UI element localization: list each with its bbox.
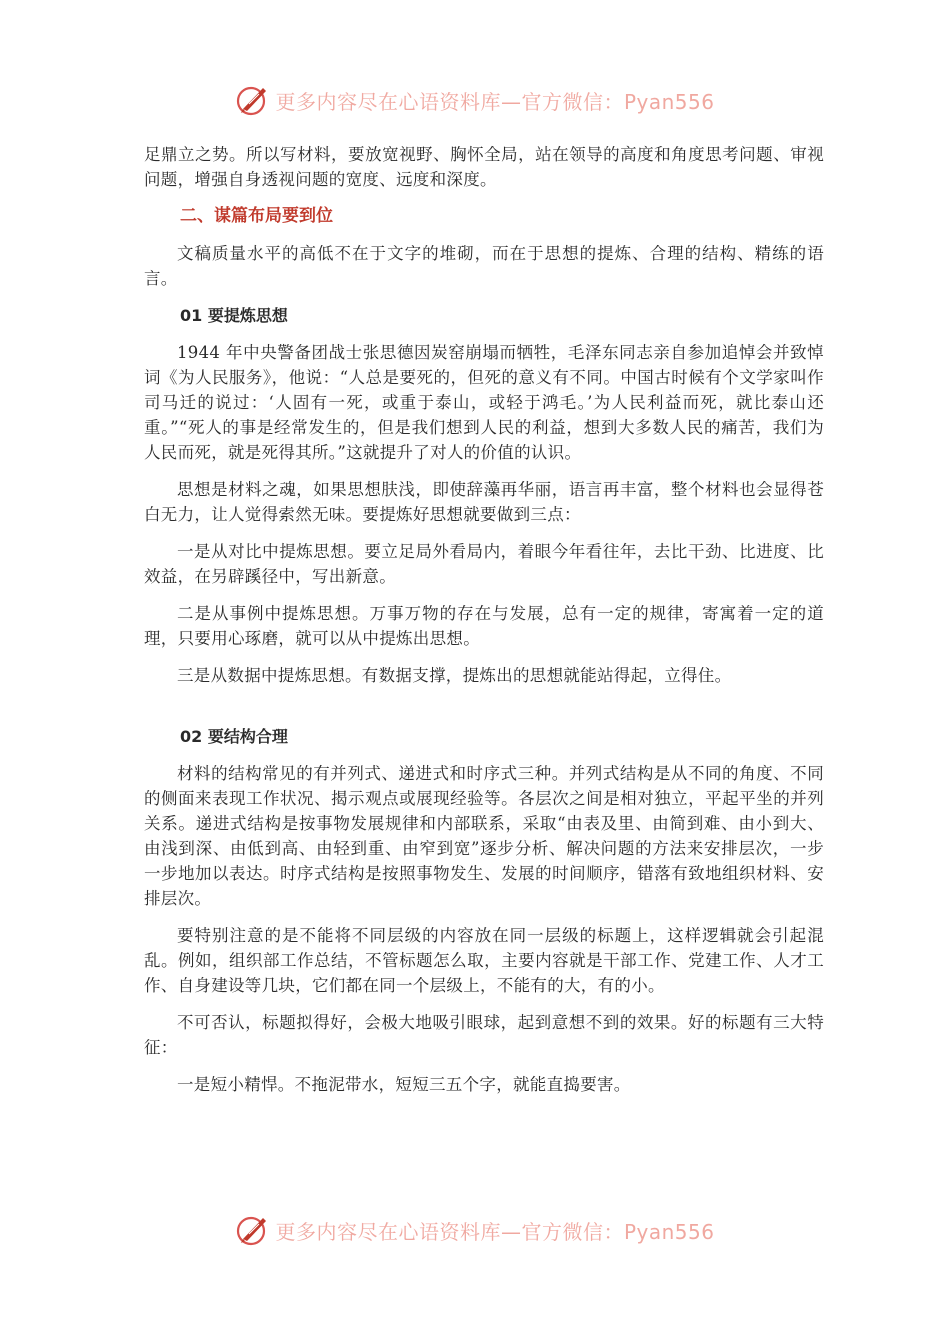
header-banner-text: 更多内容尽在心语资料库—官方微信：Pyan556 <box>275 89 715 114</box>
subsection-heading: 02 要结构合理 <box>180 727 288 746</box>
footer-banner-text: 更多内容尽在心语资料库—官方微信：Pyan556 <box>275 1219 715 1244</box>
quill-pen-logo <box>235 1212 271 1248</box>
paragraph: 1944 年中央警备团战士张思德因炭窑崩塌而牺牲，毛泽东同志亲自参加追悼会并致悼词《为人民服务》，他说：“人总是要死的，但死的意义有不同。中国古时候有个文学家叫作司马迁的说过：‘人固有一死，或重于泰山，或轻于鸿毛。’为人民利益而死，就比泰山还重。”“死人的事是经常发生的，但是我们想到人民的利益，想到大多数人民的痛苦，我们为人民而死，就是死得其所。”这就提升了对人的价值的认识。 <box>144 343 824 462</box>
header-banner <box>0 80 950 120</box>
paragraph: 要特别注意的是不能将不同层级的内容放在同一层级的标题上，这样逻辑就会引起混乱。例如，组织部工作总结，不管标题怎么取，主要内容就是干部工作、党建工作、人才工作、自身建设等几块，它们都在同一个层级上，不能有的大，有的小。 <box>144 926 824 995</box>
paragraph: 三是从数据中提炼思想。有数据支撑，提炼出的思想就能站得起，立得住。 <box>177 666 732 685</box>
paragraph: 思想是材料之魂，如果思想肤浅，即使辞藻再华丽，语言再丰富，整个材料也会显得苍白无力，让人觉得索然无味。要提炼好思想就要做到三点： <box>144 480 824 524</box>
paragraph: 不可否认，标题拟得好，会极大地吸引眼球，起到意想不到的效果。好的标题有三大特征： <box>144 1013 824 1057</box>
paragraph: 材料的结构常见的有并列式、递进式和时序式三种。并列式结构是从不同的角度、不同的侧面来表现工作状况、揭示观点或展现经验等。各层次之间是相对独立，平起平坐的并列关系。递进式结构是按事物发展规律和内部联系，采取“由表及里、由简到难、由小到大、由浅到深、由低到高、由轻到重、由窄到宽”逐步分析、解决问题的方法来安排层次，一步一步地加以表达。时序式结构是按照事物发生、发展的时间顺序，错落有致地组织材料、安排层次。 <box>144 764 824 908</box>
paragraph: 足鼎立之势。所以写材料，要放宽视野、胸怀全局，站在领导的高度和角度思考问题、审视问题，增强自身透视问题的宽度、远度和深度。 <box>144 145 824 189</box>
footer-banner <box>0 1210 950 1250</box>
paragraph: 一是短小精悍。不拖泥带水，短短三五个字，就能直捣要害。 <box>177 1075 631 1094</box>
paragraph: 文稿质量水平的高低不在于文字的堆砌，而在于思想的提炼、合理的结构、精练的语言。 <box>144 244 824 288</box>
quill-pen-logo <box>235 82 271 118</box>
paragraph: 一是从对比中提炼思想。要立足局外看局内，着眼今年看往年，去比干劲、比进度、比效益，在另辟蹊径中，写出新意。 <box>144 542 824 586</box>
subsection-heading: 01 要提炼思想 <box>180 306 288 325</box>
paragraph: 二是从事例中提炼思想。万事万物的存在与发展，总有一定的规律，寄寓着一定的道理，只要用心琢磨，就可以从中提炼出思想。 <box>144 604 824 648</box>
section-heading: 二、谋篇布局要到位 <box>180 206 333 226</box>
document-body <box>144 142 824 1109</box>
